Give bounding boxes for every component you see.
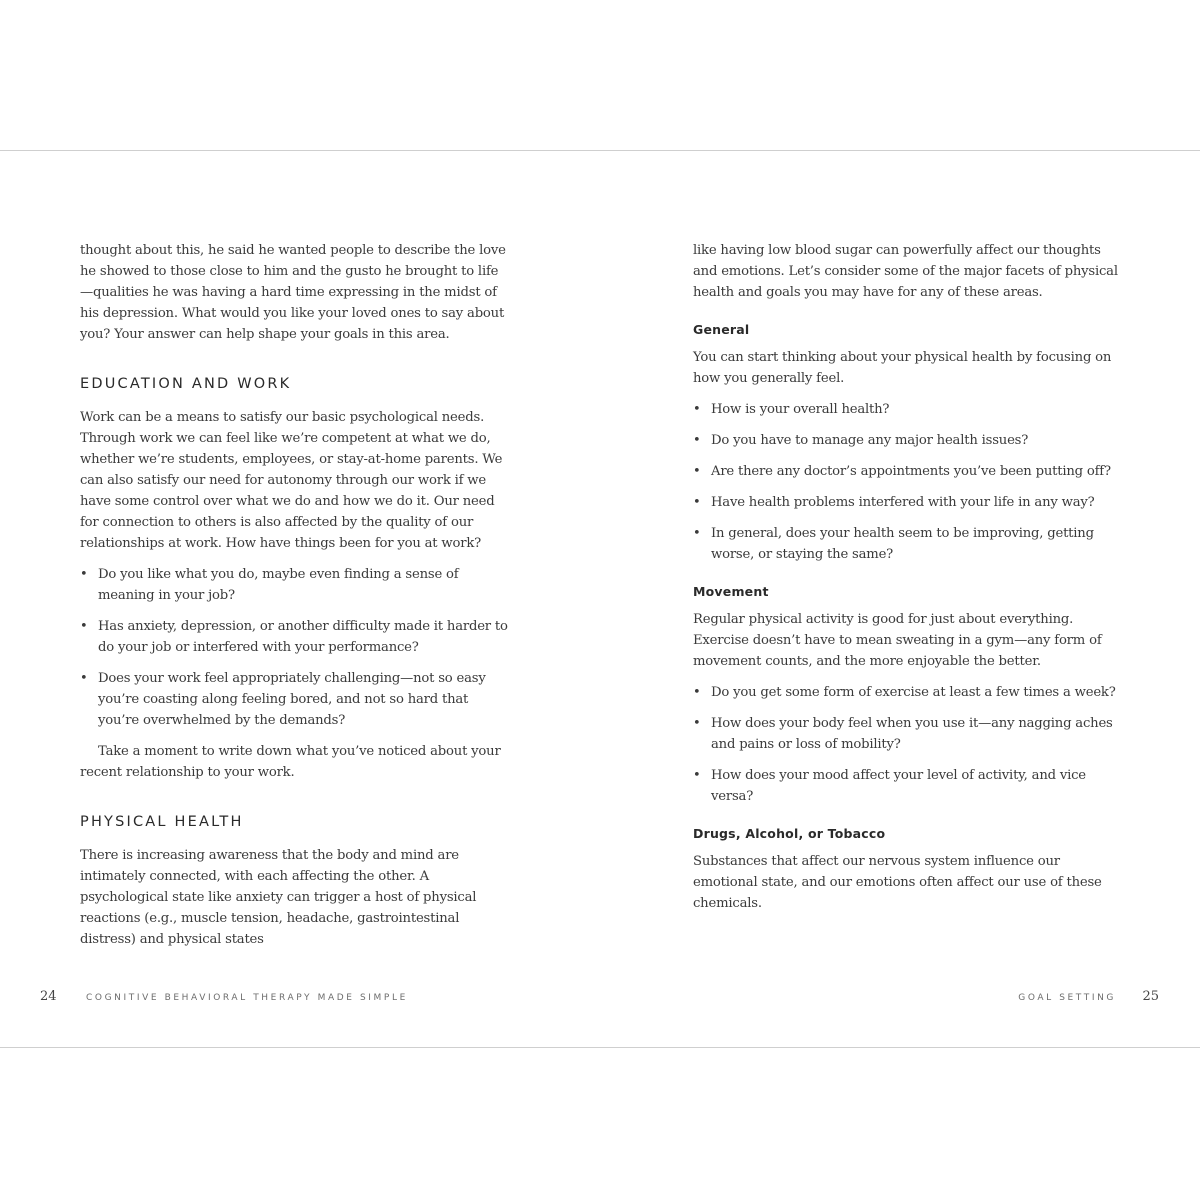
list-item-text: How is your overall health? — [711, 402, 890, 417]
section-heading-physical-health: PHYSICAL HEALTH — [80, 814, 244, 830]
list-item — [693, 399, 1118, 420]
list-item-text: In general, does your health seem to be improving, getting worse, or staying the same? — [711, 526, 1094, 562]
left-page — [0, 151, 600, 1047]
bullet-icon: • — [693, 402, 701, 417]
running-head-left: COGNITIVE BEHAVIORAL THERAPY MADE SIMPLE — [86, 993, 408, 1003]
list-item-text: Has anxiety, depression, or another difficulty made it harder to do your job or interfered with your performance? — [98, 619, 508, 655]
section-heading-education-work: EDUCATION AND WORK — [80, 376, 292, 392]
bullet-icon: • — [693, 716, 701, 731]
list-item-text: Are there any doctor’s appointments you’ve been putting off? — [711, 464, 1111, 479]
bullet-icon: • — [80, 671, 88, 686]
movement-paragraph: Regular physical activity is good for just about everything. Exercise doesn’t have to mean sweating in a gym—any form of movement counts, and the more enjoyable the better. — [693, 612, 1102, 669]
list-item-text: Have health problems interfered with your life in any way? — [711, 495, 1095, 510]
bullet-icon: • — [80, 619, 88, 634]
drugs-paragraph: Substances that affect our nervous system influence our emotional state, and our emotions often affect our use of these chemicals. — [693, 854, 1102, 911]
general-bullet-list — [693, 399, 1118, 565]
bullet-icon: • — [693, 685, 701, 700]
bullet-icon: • — [693, 526, 701, 541]
list-item-text: Do you have to manage any major health issues? — [711, 433, 1029, 448]
bullet-icon: • — [80, 567, 88, 582]
list-item — [693, 765, 1118, 807]
subheading-movement: Movement — [693, 584, 769, 599]
right-column — [693, 240, 1118, 914]
page-number-left: 24 — [40, 989, 57, 1004]
education-closing-paragraph: Take a moment to write down what you’ve noticed about your recent relationship to your work. — [80, 744, 501, 780]
subheading-general: General — [693, 322, 750, 337]
list-item-text: How does your body feel when you use it—any nagging aches and pains or loss of mobility? — [711, 716, 1113, 752]
list-item — [693, 461, 1118, 482]
running-head-right: GOAL SETTING — [1018, 993, 1116, 1003]
movement-bullet-list — [693, 682, 1118, 807]
education-bullet-list — [80, 564, 510, 731]
intro-paragraph: like having low blood sugar can powerfully affect our thoughts and emotions. Let’s consider some of the major facets of physical health and goals you may have for any of these areas. — [693, 243, 1118, 300]
list-item — [80, 564, 510, 606]
bullet-icon: • — [693, 495, 701, 510]
right-page — [600, 151, 1200, 1047]
education-paragraph: Work can be a means to satisfy our basic psychological needs. Through work we can feel like we’re competent at what we do, whether we’re students, employees, or stay-at-home parents. We can also satisfy our need for autonomy through our work if we have some control over what we do and how we do it. Our need for connection to others is also affected by the quality of our relationships at work. How have things been for you at work? — [80, 410, 503, 551]
list-item-text: Do you get some form of exercise at least a few times a week? — [711, 685, 1116, 700]
list-item-text: Do you like what you do, maybe even finding a sense of meaning in your job? — [98, 567, 459, 603]
list-item-text: Does your work feel appropriately challenging—not so easy you’re coasting along feeling bored, and not so hard that you’re overwhelmed by the demands? — [98, 671, 486, 728]
list-item-text: How does your mood affect your level of activity, and vice versa? — [711, 768, 1086, 804]
physical-health-paragraph: There is increasing awareness that the body and mind are intimately connected, with each affecting the other. A psychological state like anxiety can trigger a host of physical reactions (e.g., muscle tension, headache, gastrointestinal distress) and physical states — [80, 848, 477, 947]
page-number-right: 25 — [1142, 989, 1159, 1004]
list-item — [693, 713, 1118, 755]
subheading-drugs-alcohol-tobacco: Drugs, Alcohol, or Tobacco — [693, 826, 886, 841]
list-item — [693, 523, 1118, 565]
list-item — [80, 616, 510, 658]
list-item — [693, 492, 1118, 513]
list-item — [693, 430, 1118, 451]
book-spread — [0, 150, 1200, 1048]
bullet-icon: • — [693, 433, 701, 448]
intro-paragraph: thought about this, he said he wanted people to describe the love he showed to those close to him and the gusto he brought to life—qualities he was having a hard time expressing in the midst of his depression. What would you like your loved ones to say about you? Your answer can help shape your goals in this area. — [80, 243, 506, 342]
left-column — [80, 240, 510, 950]
list-item — [693, 682, 1118, 703]
list-item — [80, 668, 510, 731]
bullet-icon: • — [693, 464, 701, 479]
general-paragraph: You can start thinking about your physical health by focusing on how you generally feel. — [693, 350, 1112, 386]
bullet-icon: • — [693, 768, 701, 783]
